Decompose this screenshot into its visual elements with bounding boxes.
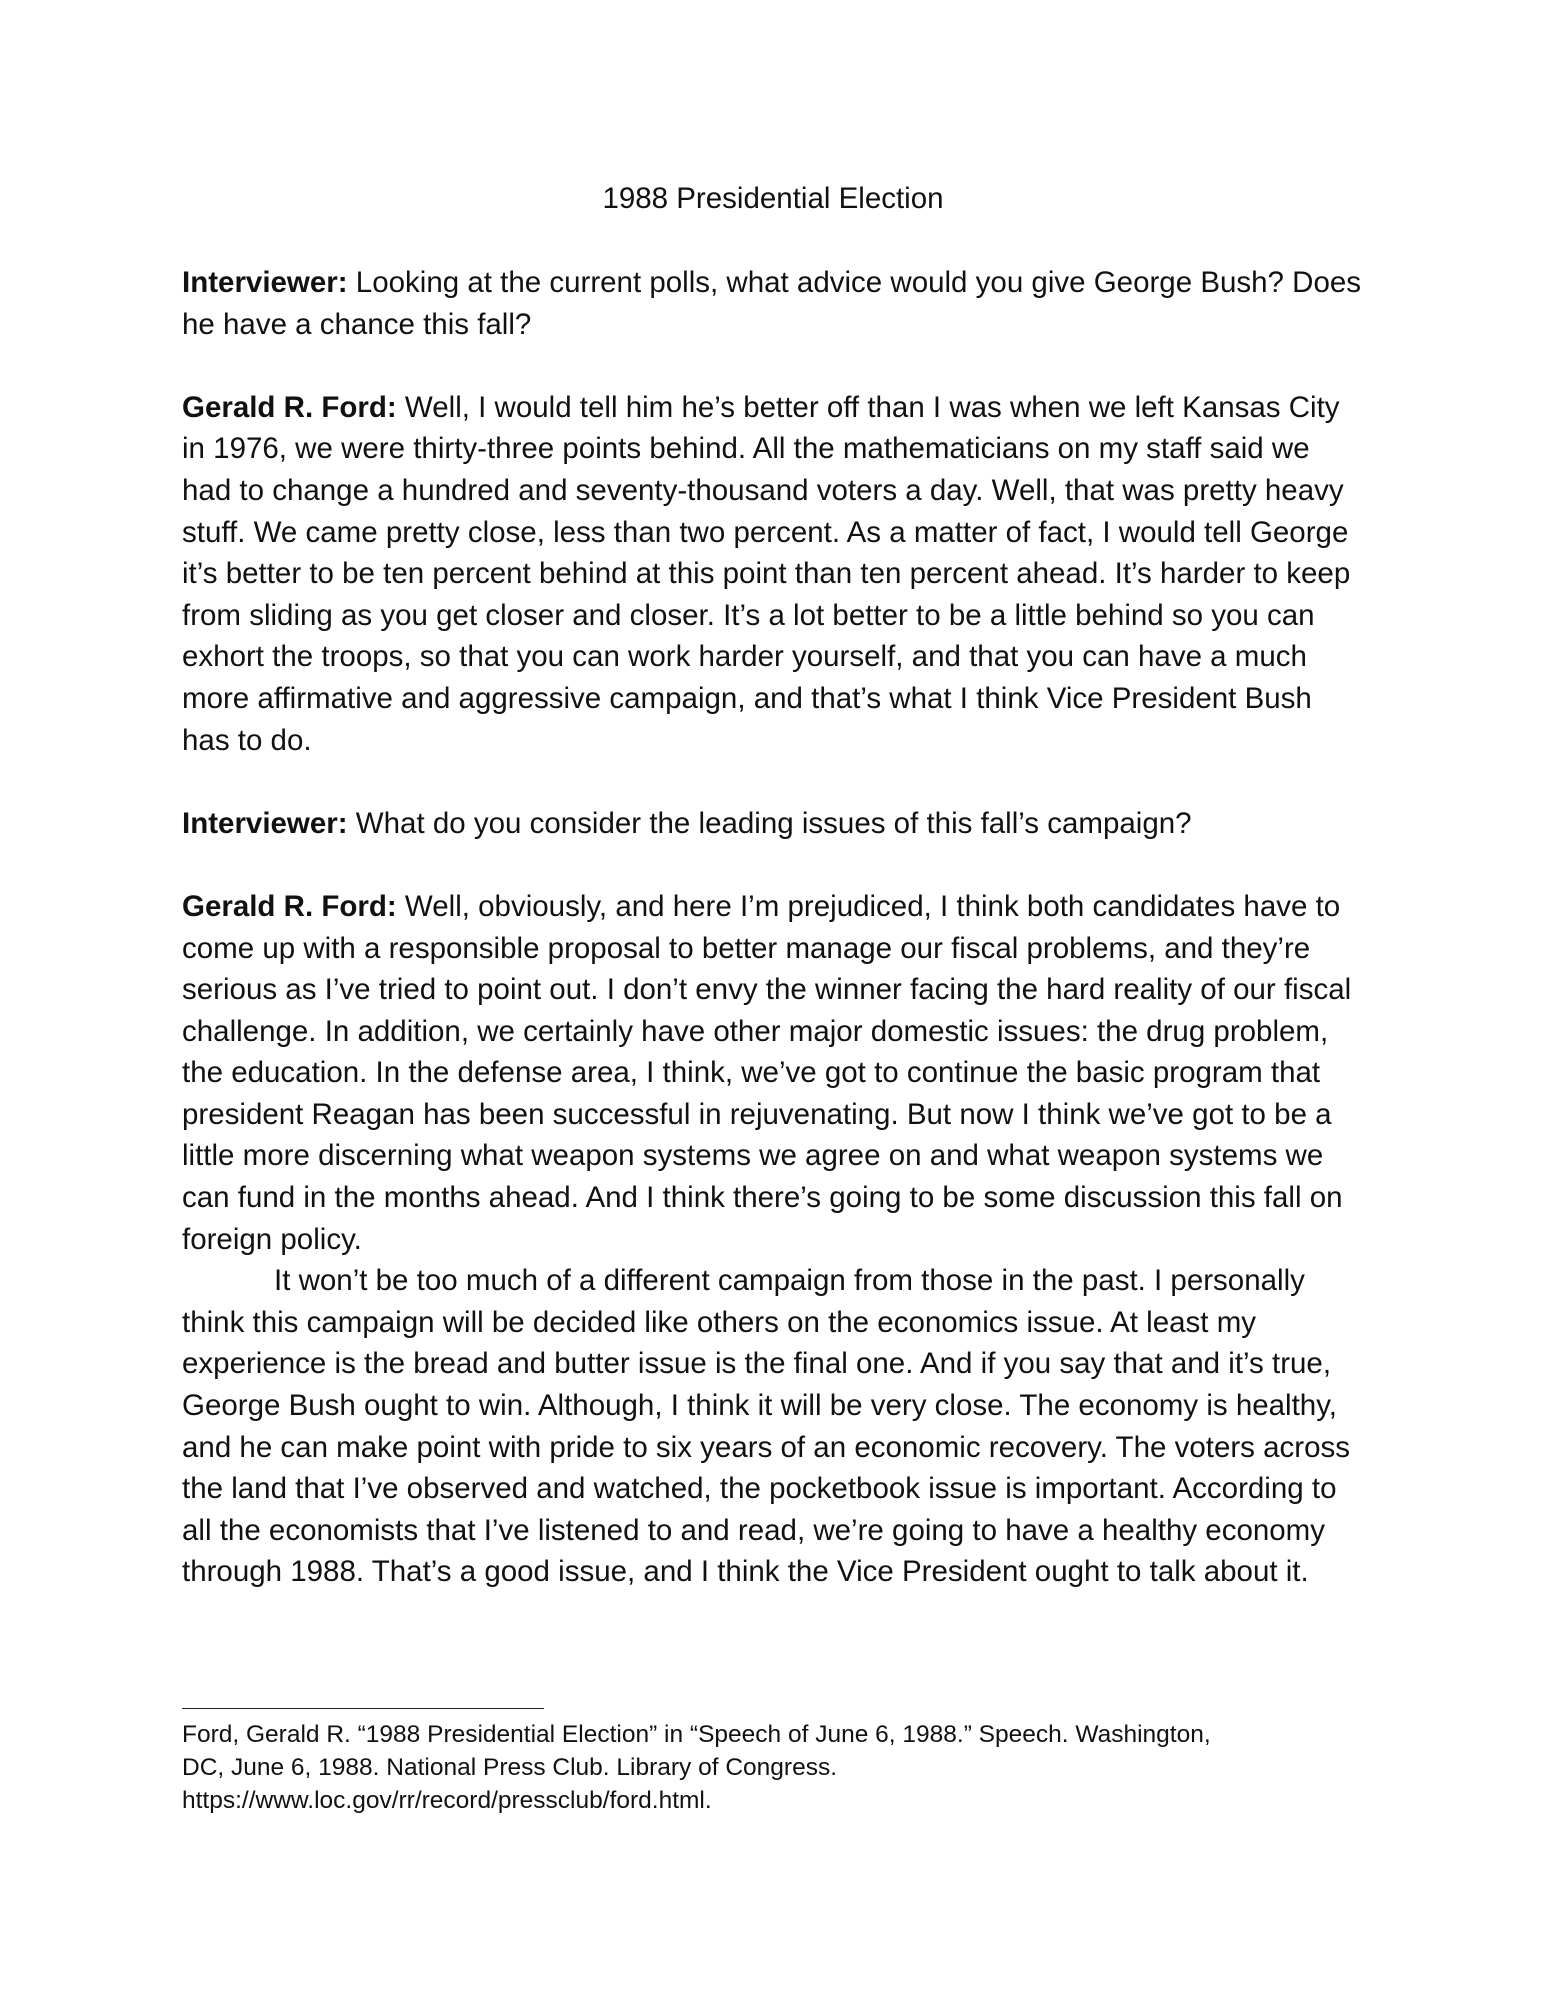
speaker-label: Gerald R. Ford:: [182, 390, 397, 424]
speaker-label: Gerald R. Ford:: [182, 889, 397, 923]
dialogue-paragraph: [182, 886, 1364, 1260]
document-body: [182, 178, 1364, 1635]
dialogue-continuation-paragraph: It won’t be too much of a different campaign from those in the past. I personally think this campaign will be decided like others on the economics issue. At least my experience is the bread and butter issue is the final one. And if you say that and it’s true, George Bush ought to win. Although, I think it will be very close. The economy is healthy, and he can make point with pride to six years of an economic recovery. The voters across the land that I’ve observed and watched, the pocketbook issue is important. According to all the economists that I’ve listened to and read, we’re going to have a healthy economy through 1988. That’s a good issue, and I think the Vice President ought to talk about it.: [182, 1264, 1351, 1589]
speaker-label: Interviewer:: [182, 806, 348, 840]
dialogue-text: What do you consider the leading issues of this fall’s campaign?: [355, 806, 1192, 840]
footnote-line: Ford, Gerald R. “1988 Presidential Election” in “Speech of June 6, 1988.” Speech. Washington,: [182, 1721, 1211, 1748]
footnote-line: DC, June 6, 1988. National Press Club. Library of Congress.: [182, 1754, 838, 1781]
dialogue-text: Well, obviously, and here I’m prejudiced, I think both candidates have to come up with a responsible proposal to better manage our fiscal problems, and they’re serious as I’ve tried to point out. I don’t envy the winner facing the hard reality of our fiscal challenge. In addition, we certainly have other major domestic issues: the drug problem, the education. In the defense area, I think, we’ve got to continue the basic program that president Reagan has been successful in rejuvenating. But now I think we’ve got to be a little more discerning what weapon systems we agree on and what weapon systems we can fund in the months ahead. And I think there’s going to be some discussion this fall on foreign policy.: [182, 889, 1352, 1256]
page-title: 1988 Presidential Election: [602, 182, 944, 215]
dialogue-paragraph: [182, 387, 1364, 761]
dialogue-paragraph: [182, 803, 1364, 845]
footnote: [182, 1718, 1364, 1817]
speaker-label: Interviewer:: [182, 266, 348, 299]
dialogue-text: Well, I would tell him he’s better off than I was when we left Kansas City in 1976, we were thirty-three points behind. All the mathematicians on my staff said we had to change a hundred and seventy-thousand voters a day. Well, that was pretty heavy stuff. We came pretty close, less than two percent. As a matter of fact, I would tell George it’s better to be ten percent behind at this point than ten percent ahead. It’s harder to keep from sliding as you get closer and closer. It’s a lot better to be a little behind so you can exhort the troops, so that you can work harder yourself, and that you can have a much more affirmative and aggressive campaign, and that’s what I think Vice President Bush has to do.: [182, 390, 1351, 757]
footnote-link[interactable]: https://www.loc.gov/rr/record/pressclub/ford.html.: [182, 1787, 712, 1814]
dialogue-text: Looking at the current polls, what advice would you give George Bush? Does he have a chance this fall?: [182, 266, 1362, 341]
footnote-divider: [182, 1708, 544, 1709]
dialogue-paragraph: [182, 262, 1364, 345]
